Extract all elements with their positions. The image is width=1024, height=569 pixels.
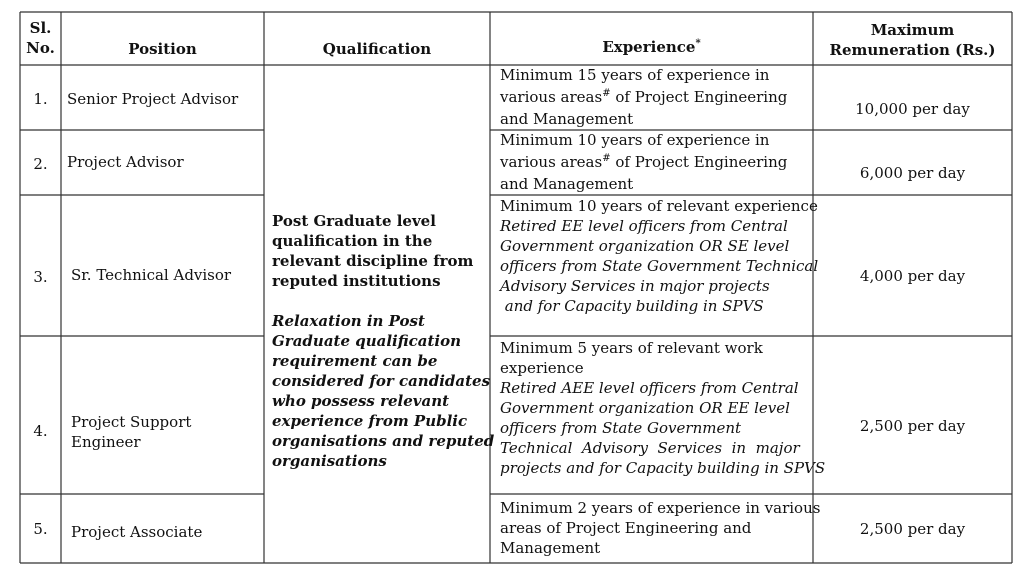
row-1-remuneration: 10,000 per day [855, 100, 970, 118]
row-3-experience [500, 196, 818, 316]
qualification-line: qualification in the [272, 232, 433, 250]
experience-line [500, 151, 787, 173]
header-sl-no-line2: No. [26, 39, 55, 57]
row-1-experience [500, 64, 787, 130]
row-1-sl: 1. [33, 90, 48, 108]
row-2-position: Project Advisor [67, 153, 184, 171]
qualification-line: reputed institutions [272, 272, 441, 290]
relaxation-line: Relaxation in Post [272, 312, 425, 330]
experience-line: Minimum 10 years of relevant experience [500, 197, 818, 215]
row-3-position: Sr. Technical Advisor [71, 266, 232, 284]
experience-text: of Project Engineering [610, 153, 788, 171]
experience-italic-line: Government organization OR EE level [500, 399, 790, 417]
row-2-remuneration: 6,000 per day [859, 164, 966, 182]
row-5-position: Project Associate [71, 523, 203, 541]
experience-line: Minimum 5 years of relevant work [500, 339, 763, 357]
experience-italic-line: and for Capacity building in SPVS [500, 297, 764, 315]
experience-line [500, 86, 787, 108]
row-3-sl: 3. [33, 268, 48, 286]
row-2-sl: 2. [33, 155, 48, 173]
header-remuneration-line1: Maximum [870, 21, 955, 39]
experience-italic-line: officers from State Government [500, 419, 742, 437]
header-position: Position [128, 40, 197, 58]
qualification-main [272, 211, 473, 291]
experience-line: experience [500, 359, 584, 377]
experience-text: of Project Engineering [610, 88, 788, 106]
header-qualification: Qualification [322, 40, 432, 58]
header-experience [490, 37, 813, 57]
experience-text: various areas [500, 153, 603, 171]
relaxation-line: considered for candidates [272, 372, 491, 390]
experience-italic-line: projects and for Capacity building in SPVS [500, 459, 826, 477]
experience-line: and Management [500, 175, 634, 193]
header-sl-no-line1: Sl. [29, 19, 52, 37]
position-line: Engineer [71, 433, 141, 451]
experience-italic-line: Technical Advisory Services in major [500, 439, 800, 457]
relaxation-line: requirement can be [272, 352, 438, 370]
experience-line: areas of Project Engineering and [500, 519, 752, 537]
qualification-relaxation [272, 311, 494, 471]
header-experience-mark: * [695, 38, 701, 49]
row-4-remuneration: 2,500 per day [859, 417, 966, 435]
experience-italic-line: Retired EE level officers from Central [500, 217, 788, 235]
row-2-experience [500, 129, 787, 195]
header-remuneration [813, 20, 1012, 60]
relaxation-line: organisations [272, 452, 387, 470]
experience-line: and Management [500, 110, 634, 128]
footnote-mark: # [602, 88, 611, 99]
row-5-experience [500, 498, 820, 558]
header-experience-label: Experience [602, 38, 696, 56]
row-1-position: Senior Project Advisor [67, 90, 239, 108]
header-sl-no [20, 18, 61, 58]
row-4-experience [500, 338, 825, 478]
qualification-line: Post Graduate level [272, 212, 436, 230]
row-4-position [71, 412, 191, 452]
experience-line: Management [500, 539, 601, 557]
experience-italic-line: officers from State Government Technical [500, 257, 819, 275]
row-3-remuneration: 4,000 per day [859, 267, 966, 285]
row-5-sl: 5. [33, 520, 48, 538]
experience-text: various areas [500, 88, 603, 106]
row-4-sl: 4. [33, 422, 48, 440]
header-remuneration-line2: Remuneration (Rs.) [829, 41, 996, 59]
relaxation-line: Graduate qualification [272, 332, 462, 350]
experience-italic-line: Government organization OR SE level [500, 237, 790, 255]
experience-italic-line: Advisory Services in major projects [500, 277, 770, 295]
experience-line: Minimum 10 years of experience in [500, 131, 770, 149]
relaxation-line: organisations and reputed [272, 432, 495, 450]
row-5-remuneration: 2,500 per day [859, 520, 966, 538]
experience-line: Minimum 2 years of experience in various [500, 499, 821, 517]
footnote-mark: # [602, 153, 611, 164]
relaxation-line: who possess relevant [272, 392, 450, 410]
experience-line: Minimum 15 years of experience in [500, 66, 770, 84]
relaxation-line: experience from Public [272, 412, 468, 430]
position-line: Project Support [71, 413, 192, 431]
experience-italic-line: Retired AEE level officers from Central [500, 379, 799, 397]
qualification-line: relevant discipline from [272, 252, 474, 270]
